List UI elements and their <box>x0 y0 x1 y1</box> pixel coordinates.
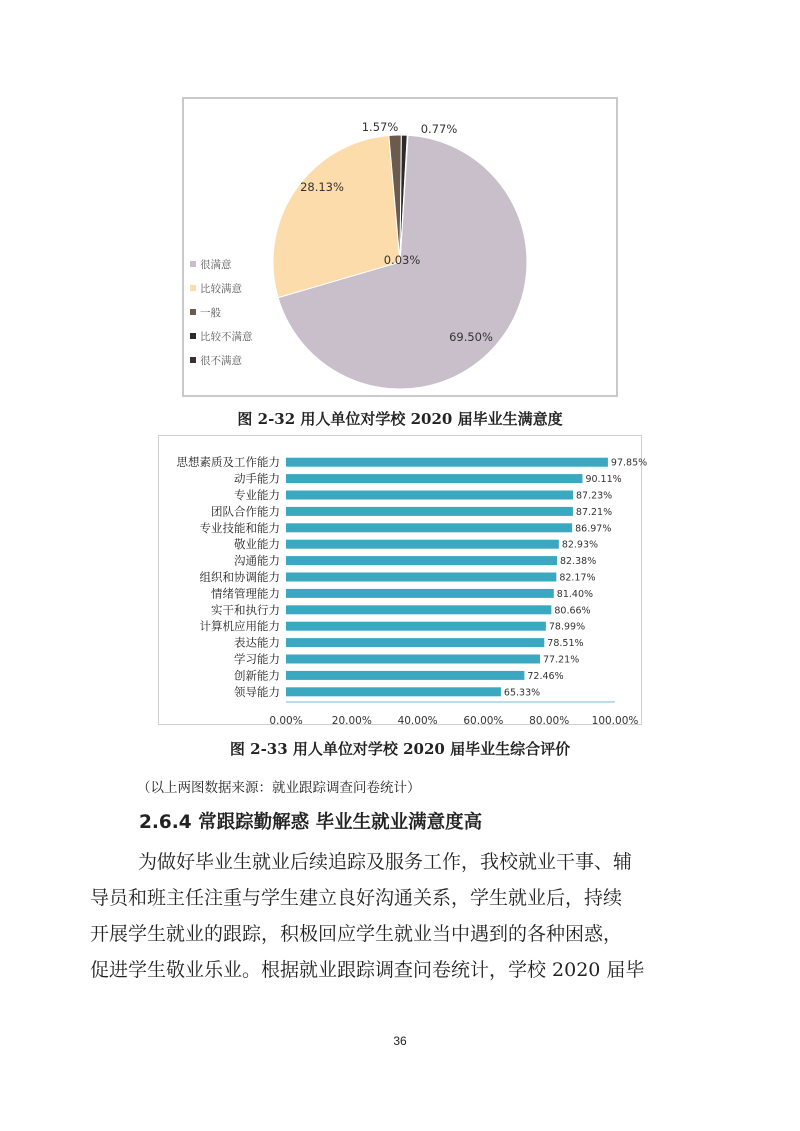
value-label: 81.40% <box>556 588 594 600</box>
paragraph-line: 促进学生敬业乐业。根据就业跟踪调查问卷统计，学校 2020 届毕 <box>90 959 645 981</box>
pie-chart-frame <box>182 97 618 397</box>
legend-label: 很不满意 <box>200 355 242 367</box>
pie-slice-label: 0.03% <box>383 253 421 267</box>
category-label: 团队合作能力 <box>211 504 280 519</box>
value-label: 97.85% <box>610 457 648 469</box>
value-label: 72.46% <box>527 670 564 682</box>
bar <box>286 540 559 549</box>
legend-swatch <box>190 333 196 339</box>
bar <box>286 638 544 647</box>
x-tick-label: 100.00% <box>591 715 639 727</box>
data-source-note: （以上两图数据来源：就业跟踪调查问卷统计） <box>137 780 421 796</box>
category-label: 思想素质及工作能力 <box>176 455 280 470</box>
x-tick-label: 0.00% <box>269 715 303 727</box>
legend-swatch <box>190 309 196 315</box>
figure-caption-2: 图 2-33 用人单位对学校 2020 届毕业生综合评价 <box>229 740 571 758</box>
value-label: 78.51% <box>547 638 584 650</box>
bar <box>286 523 572 532</box>
category-label: 动手能力 <box>234 471 280 486</box>
bar <box>286 491 573 500</box>
category-label: 专业技能和能力 <box>199 520 280 535</box>
bar <box>286 671 524 680</box>
bar-chart <box>159 436 648 727</box>
value-label: 82.17% <box>559 572 596 584</box>
legend-label: 很满意 <box>200 259 232 271</box>
x-tick-label: 80.00% <box>529 715 570 727</box>
category-label: 组织和协调能力 <box>199 570 280 584</box>
category-label: 专业能力 <box>234 488 280 502</box>
category-label: 领导能力 <box>234 684 280 699</box>
category-label: 学习能力 <box>234 652 280 666</box>
value-label: 90.11% <box>585 474 622 486</box>
bar <box>286 622 546 631</box>
pie-slice-label: 1.57% <box>361 120 399 134</box>
x-tick-label: 40.00% <box>397 715 438 727</box>
bar <box>286 605 551 614</box>
category-label: 沟通能力 <box>234 553 280 568</box>
x-tick-label: 20.00% <box>331 715 372 727</box>
section-heading <box>139 808 482 834</box>
value-label: 87.21% <box>575 506 613 518</box>
pie-slice-label: 69.50% <box>449 330 493 344</box>
bar <box>286 589 554 598</box>
paragraph-line: 导员和班主任注重与学生建立良好沟通关系，学生就业后，持续 <box>90 887 623 909</box>
bar <box>286 474 582 483</box>
value-label: 78.99% <box>548 621 586 633</box>
category-label: 情绪管理能力 <box>211 586 280 601</box>
category-label: 表达能力 <box>234 635 280 650</box>
pie-slice-label: 0.77% <box>420 122 458 136</box>
bar <box>286 655 540 664</box>
x-tick-label: 60.00% <box>463 715 504 727</box>
bar <box>286 687 501 696</box>
bar <box>286 573 556 582</box>
category-label: 实干和执行力 <box>211 602 280 617</box>
category-label: 敬业能力 <box>234 537 280 552</box>
figure-caption-1: 图 2-32 用人单位对学校 2020 届毕业生满意度 <box>237 410 563 428</box>
value-label: 80.66% <box>554 605 591 617</box>
pie-chart <box>184 99 616 395</box>
category-label: 计算机应用能力 <box>199 619 280 634</box>
legend-label: 一般 <box>200 307 221 319</box>
legend-swatch <box>190 285 196 291</box>
legend-swatch <box>190 261 196 267</box>
value-label: 86.97% <box>575 523 612 535</box>
bar <box>286 556 557 565</box>
paragraph-line: 开展学生就业的跟踪，积极回应学生就业当中遇到的各种困惑， <box>90 923 623 945</box>
section-title: 常跟踪勤解惑 毕业生就业满意度高 <box>198 812 483 833</box>
legend-label: 比较不满意 <box>200 331 253 343</box>
body-paragraph <box>90 844 730 988</box>
value-label: 82.93% <box>561 539 599 551</box>
value-label: 87.23% <box>575 490 613 502</box>
section-number: 2.6.4 <box>139 812 192 833</box>
page-number: 36 <box>393 1034 407 1048</box>
value-label: 82.38% <box>560 556 597 568</box>
paragraph-line: 为做好毕业生就业后续追踪及服务工作，我校就业干事、辅 <box>138 851 633 873</box>
legend-swatch <box>190 357 196 363</box>
value-label: 77.21% <box>543 654 580 666</box>
category-label: 创新能力 <box>234 668 280 683</box>
bar <box>286 507 573 516</box>
value-label: 65.33% <box>503 687 541 699</box>
pie-slice-label: 28.13% <box>300 180 344 194</box>
legend-label: 比较满意 <box>200 283 242 295</box>
bar-chart-frame <box>158 435 648 727</box>
bar <box>286 458 608 467</box>
